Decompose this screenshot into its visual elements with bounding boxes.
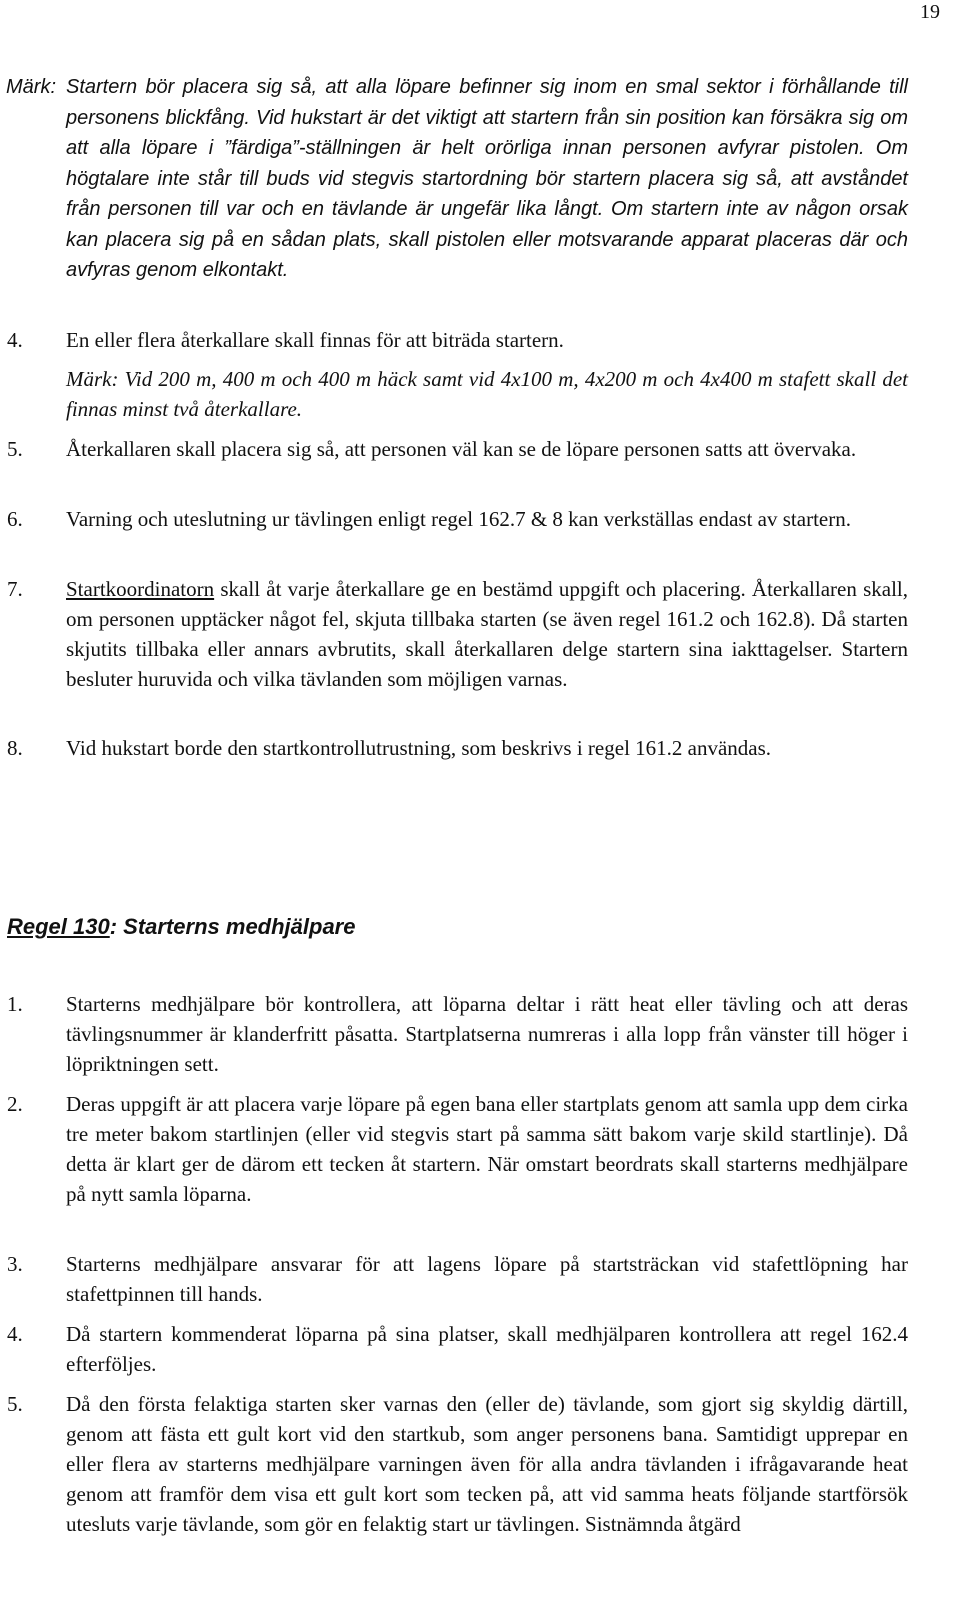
rule130-item-3 <box>7 1249 908 1309</box>
item-text: Då den första felaktiga starten sker varnas den (eller de) tävlande, som gjort sig skyldig därtill, genom att fästa ett gult kort vid den startkub, som anger personens bana. Samtidigt upprepar en eller flera av starterns medhjälpare varningen även för alla andra tävlanden i ifrågavarande heat genom att framför dem visa ett gult kort som tecken på, att vid samma heats följande startförsök utesluts varje tävlande, som gör en felaktig start ur tävlingen. Sistnämnda åtgärd <box>66 1392 908 1536</box>
item-text: Vid hukstart borde den startkontrollutrustning, som beskrivs i regel 161.2 användas. <box>66 736 772 760</box>
item-number: 4. <box>7 328 23 352</box>
rule-item-7 <box>7 574 908 694</box>
item-text: En eller flera återkallare skall finnas för att biträda startern. <box>66 328 564 352</box>
note-label: Märk: <box>6 76 56 98</box>
item-text: Starterns medhjälpare bör kontrollera, att löparna deltar i rätt heat eller tävling och att deras tävlingsnummer är klanderfritt påsatta. Startplatserna numreras i alla lopp från vänster till höger i löpriktningen sett. <box>66 992 908 1076</box>
item-text-rest: skall åt varje återkallare ge en bestämd uppgift och placering. Återkallaren skall, om personen upptäcker något fel, skjuta tillbaka starten (se även regel 161.2 och 162.8). Då starten skjutits tillbaka eller annars avbrutits, skall återkallaren delge startern sina iakttagelser. Startern besluter huruvida och vilka tävlanden som möjligen varnas. <box>66 577 908 691</box>
section-heading <box>7 912 355 942</box>
rule-item-5 <box>7 434 908 464</box>
rule130-item-4 <box>7 1319 908 1379</box>
rule-item-4 <box>7 325 908 355</box>
item-number: 5. <box>7 1392 23 1416</box>
rule130-item-2 <box>7 1089 908 1209</box>
item-number: 6. <box>7 507 23 531</box>
heading-rule-id: Regel 130 <box>7 914 110 939</box>
rule130-item-1 <box>7 989 908 1079</box>
item-4-note: Märk: Vid 200 m, 400 m och 400 m häck samt vid 4x100 m, 4x200 m och 4x400 m stafett skall det finnas minst två återkallare. <box>66 367 908 421</box>
item-number: 7. <box>7 577 23 601</box>
underlined-term: Startkoordinatorn <box>66 577 215 601</box>
rule-item-8 <box>7 733 908 763</box>
item-number: 2. <box>7 1092 23 1116</box>
item-number: 4. <box>7 1322 23 1346</box>
item-number: 3. <box>7 1252 23 1276</box>
page-number: 19 <box>920 1 940 23</box>
heading-title: : Starterns medhjälpare <box>109 914 356 939</box>
item-text: Återkallaren skall placera sig så, att personen väl kan se de löpare personen satts att övervaka. <box>66 437 857 461</box>
note-text: Startern bör placera sig så, att alla löpare befinner sig inom en smal sektor i förhållande till personens blickfång. Vid hukstart är det viktigt att startern från sin position kan försäkra sig om att alla löpare i ”färdiga”-ställningen är helt orörliga innan personen avfyrar pistolen. Om högtalare inte står till buds vid stegvis startordning bör startern placera sig så, att avståndet från personen till var och en tävlande är ungefär lika långt. Om startern inte av någon orsak kan placera sig på en sådan plats, skall pistolen eller motsvarande apparat placeras där och avfyras genom elkontakt. <box>66 76 908 281</box>
top-note <box>6 72 908 286</box>
item-number: 1. <box>7 992 23 1016</box>
item-text <box>66 574 908 694</box>
item-number: 5. <box>7 437 23 461</box>
item-number: 8. <box>7 736 23 760</box>
item-text: Varning och uteslutning ur tävlingen enligt regel 162.7 & 8 kan verkställas endast av startern. <box>66 507 851 531</box>
item-text: Deras uppgift är att placera varje löpare på egen bana eller startplats genom att samla upp dem cirka tre meter bakom startlinjen (eller vid stegvis start på samma sätt bakom varje skild startlinje). Då detta är klart ger de därom ett tecken åt startern. När omstart beordrats skall starterns medhjälpare på nytt samla löparna. <box>66 1092 908 1206</box>
item-text: Då startern kommenderat löparna på sina platser, skall medhjälparen kontrollera att regel 162.4 efterföljes. <box>66 1322 908 1376</box>
item-text: Starterns medhjälpare ansvarar för att lagens löpare på startsträckan vid stafettlöpning har stafettpinnen till hands. <box>66 1252 908 1306</box>
rule130-item-5 <box>7 1389 908 1539</box>
rule-item-6 <box>7 504 908 534</box>
